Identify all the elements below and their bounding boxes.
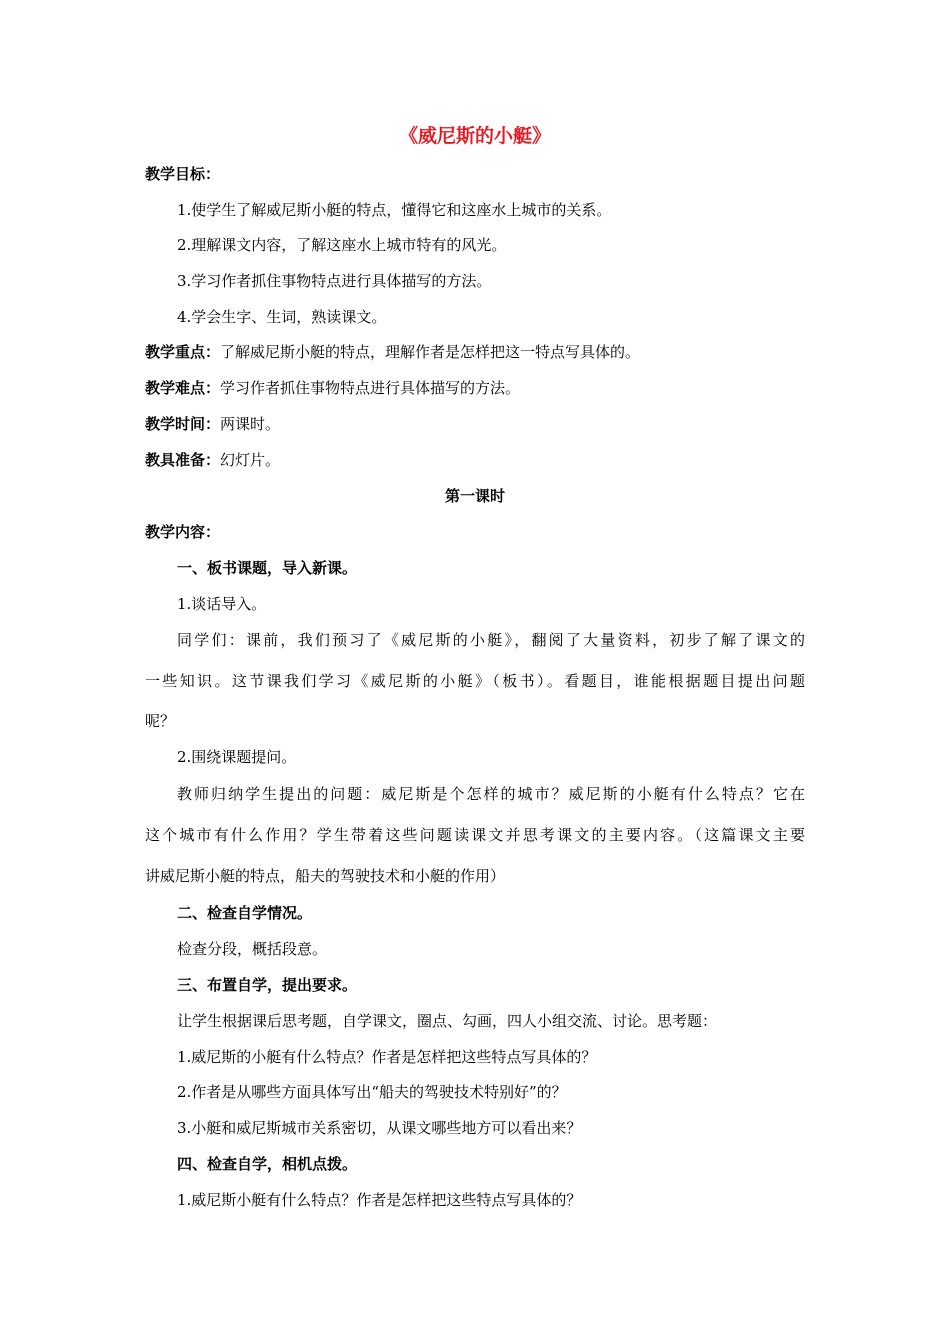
section1-para2: 教师归纳学生提出的问题：威尼斯是个怎样的城市？威尼斯的小艇有什么特点？它在 [177, 785, 805, 803]
section4-heading: 四、检查自学，相机点拨。 [177, 1155, 358, 1173]
time-line [145, 414, 805, 434]
time-label: 教学时间： [145, 415, 221, 433]
section3-text: 让学生根据课后思考题，自学课文，圈点、勾画，四人小组交流、讨论。思考题： [177, 1012, 718, 1030]
document-title: 《威尼斯的小艇》 [398, 125, 551, 147]
section4-question: 1.威尼斯小艇有什么特点？作者是怎样把这些特点写具体的？ [177, 1191, 582, 1209]
difficulty-line [145, 378, 805, 398]
tools-label: 教具准备： [145, 451, 221, 469]
section1-para2: 这个城市有什么作用？学生带着这些问题读课文并思考课文的主要内容。（这篇课文主要 [145, 826, 805, 844]
lesson-title: 第一课时 [444, 487, 505, 505]
goals-heading: 教学目标： [145, 165, 221, 183]
section3-question: 1.威尼斯的小艇有什么特点？作者是怎样把这些特点写具体的？ [177, 1048, 597, 1066]
section3-heading: 三、布置自学，提出要求。 [177, 976, 358, 994]
key-point-line [145, 342, 805, 362]
section1-para1: 呢？ [145, 712, 176, 730]
time-text: 两课时。 [220, 415, 281, 433]
section3-question: 3.小艇和威尼斯城市关系密切，从课文哪些地方可以看出来？ [177, 1119, 582, 1137]
section1-sub2: 2.围绕课题提问。 [177, 748, 297, 766]
section1-para1: 一些知识。这节课我们学习《威尼斯的小艇》（板书）。看题目，谁能根据题目提出问题 [145, 672, 805, 690]
tools-text: 幻灯片。 [220, 451, 281, 469]
key-point-label: 教学重点： [145, 343, 221, 361]
section1-sub1: 1.谈话导入。 [177, 595, 267, 613]
goal-item: 2.理解课文内容，了解这座水上城市特有的风光。 [177, 236, 507, 254]
goal-item: 1.使学生了解威尼斯小艇的特点，懂得它和这座水上城市的关系。 [177, 201, 612, 219]
difficulty-text: 学习作者抓住事物特点进行具体描写的方法。 [220, 379, 521, 397]
goal-item: 3.学习作者抓住事物特点进行具体描写的方法。 [177, 272, 492, 290]
key-point-text: 了解威尼斯小艇的特点，理解作者是怎样把这一特点写具体的。 [220, 343, 641, 361]
goal-item: 4.学会生字、生词，熟读课文。 [177, 308, 387, 326]
section1-heading: 一、板书课题，导入新课。 [177, 559, 358, 577]
difficulty-label: 教学难点： [145, 379, 221, 397]
section1-para2: 讲威尼斯小艇的特点，船夫的驾驶技术和小艇的作用） [145, 867, 506, 885]
tools-line [145, 450, 805, 470]
section2-text: 检查分段，概括段意。 [177, 940, 328, 958]
section2-heading: 二、检查自学情况。 [177, 904, 313, 922]
content-heading: 教学内容： [145, 523, 221, 541]
section1-para1: 同学们：课前，我们预习了《威尼斯的小艇》，翻阅了大量资料，初步了解了课文的 [177, 631, 805, 649]
section3-question: 2.作者是从哪些方面具体写出“船夫的驾驶技术特别好”的？ [177, 1083, 567, 1101]
